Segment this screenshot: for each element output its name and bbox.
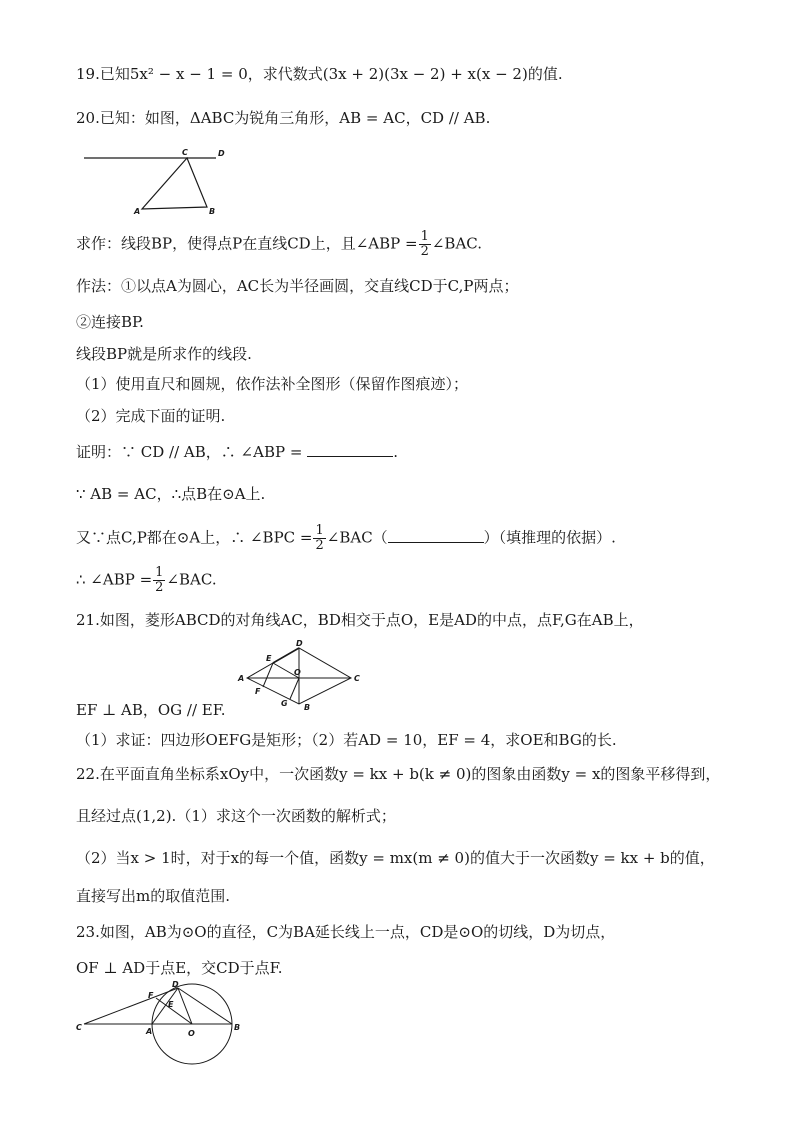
q23-line2: OF ⊥ AD于点E，交CD于点F. <box>76 959 283 977</box>
q23-line1: 23.如图，AB为⊙O的直径，C为BA延长线上一点，CD是⊙O的切线，D为切点， <box>76 923 616 941</box>
q20-result: 线段BP就是所求作的线段. <box>76 345 252 363</box>
triangle-abc <box>142 158 207 209</box>
q20-part1: （1）使用直尺和圆规，依作法补全图形（保留作图痕迹）； <box>76 375 469 393</box>
label-f: F <box>255 687 261 696</box>
label-c: C <box>76 1023 82 1032</box>
segment-ed <box>273 648 299 663</box>
fraction-denominator: 2 <box>155 580 164 595</box>
q20-proof2: ∵ AB = AC，∴点B在⊙A上. <box>76 485 266 503</box>
label-f: F <box>148 991 154 1000</box>
q20-method2: ②连接BP. <box>76 313 144 331</box>
q22-line3: （2）当x > 1时，对于x的每一个值，函数y = mx(m ≠ 0)的值大于一次函数y = kx + b的值， <box>76 849 715 867</box>
answer-blank-1[interactable] <box>307 442 393 457</box>
answer-blank-2[interactable] <box>388 528 484 543</box>
q20-task-b: ∠BAC. <box>431 234 482 253</box>
label-d: D <box>218 149 225 158</box>
q23-figure <box>74 980 246 1070</box>
label-d: D <box>172 980 179 989</box>
q21-figure <box>234 638 364 710</box>
fraction-numerator: 1 <box>315 523 324 538</box>
label-a: A <box>146 1027 153 1036</box>
q20-proof3 <box>76 524 616 553</box>
q20-proof1 <box>76 442 398 462</box>
fraction-numerator: 1 <box>155 565 164 580</box>
q20-proof3-a: 又∵点C,P都在⊙A上，∴ ∠BPC = <box>76 528 313 547</box>
segment-ef <box>263 663 273 687</box>
q20-proof1-end: . <box>393 443 398 461</box>
label-b: B <box>234 1023 241 1032</box>
q20-task-a: 求作：线段BP，使得点P在直线CD上，且∠ABP = <box>76 234 418 253</box>
fraction-denominator: 2 <box>420 244 429 259</box>
q20-proof3-c: ）（填推理的依据）. <box>483 528 616 547</box>
tangent-cd <box>84 988 178 1024</box>
q20-proof4-b: ∠BAC. <box>166 570 217 589</box>
label-a: A <box>134 207 141 216</box>
label-d: D <box>296 639 303 648</box>
q21-parts: （1）求证：四边形OEFG是矩形；（2）若AD = 10，EF = 4，求OE和BG的长. <box>76 731 617 749</box>
q20-method1: 作法：①以点A为圆心，AC长为半径画圆，交直线CD于C,P两点； <box>76 277 519 295</box>
q22-line1: 22.在平面直角坐标系xOy中，一次函数y = kx + b(k ≠ 0)的图象由函数y = x的图象平移得到， <box>76 765 721 783</box>
label-b: B <box>209 207 216 216</box>
q20-task-fraction <box>419 230 431 259</box>
fraction-numerator: 1 <box>420 229 429 244</box>
label-o: O <box>294 668 301 677</box>
q20-proof4-a: ∴ ∠ABP = <box>76 570 153 589</box>
q22-line2: 且经过点(1,2).（1）求这个一次函数的解析式； <box>76 807 396 825</box>
q20-figure <box>80 145 240 217</box>
fraction-denominator: 2 <box>315 538 324 553</box>
label-g: G <box>281 699 288 708</box>
label-e: E <box>266 654 272 663</box>
q20-proof1-text: 证明：∵ CD // AB，∴ ∠ABP = <box>76 443 303 461</box>
q20-proof4-fraction <box>153 566 165 595</box>
label-c: C <box>182 148 188 157</box>
q20-proof3-b: ∠BAC（ <box>326 528 388 547</box>
label-e: E <box>168 1000 174 1009</box>
q21-intro: 21.如图，菱形ABCD的对角线AC，BD相交于点O，E是AD的中点，点F,G在AB上， <box>76 611 644 629</box>
q21-condition: EF ⊥ AB，OG // EF. <box>76 701 226 719</box>
label-c: C <box>354 674 360 683</box>
label-a: A <box>238 674 245 683</box>
q20-part2: （2）完成下面的证明. <box>76 407 226 425</box>
q20-proof4 <box>76 566 217 595</box>
q20-task <box>76 230 482 259</box>
q20-proof3-fraction <box>313 524 325 553</box>
chord-db <box>178 988 232 1024</box>
label-o: O <box>188 1029 195 1038</box>
q20-intro: 20.已知：如图，ΔABC为锐角三角形，AB = AC，CD // AB. <box>76 109 491 127</box>
label-b: B <box>304 703 311 710</box>
q19-text: 19.已知5x² − x − 1 = 0，求代数式(3x + 2)(3x − 2) + x(x − 2)的值. <box>76 65 563 83</box>
segment-og <box>290 678 299 699</box>
q22-line4: 直接写出m的取值范围. <box>76 887 230 905</box>
